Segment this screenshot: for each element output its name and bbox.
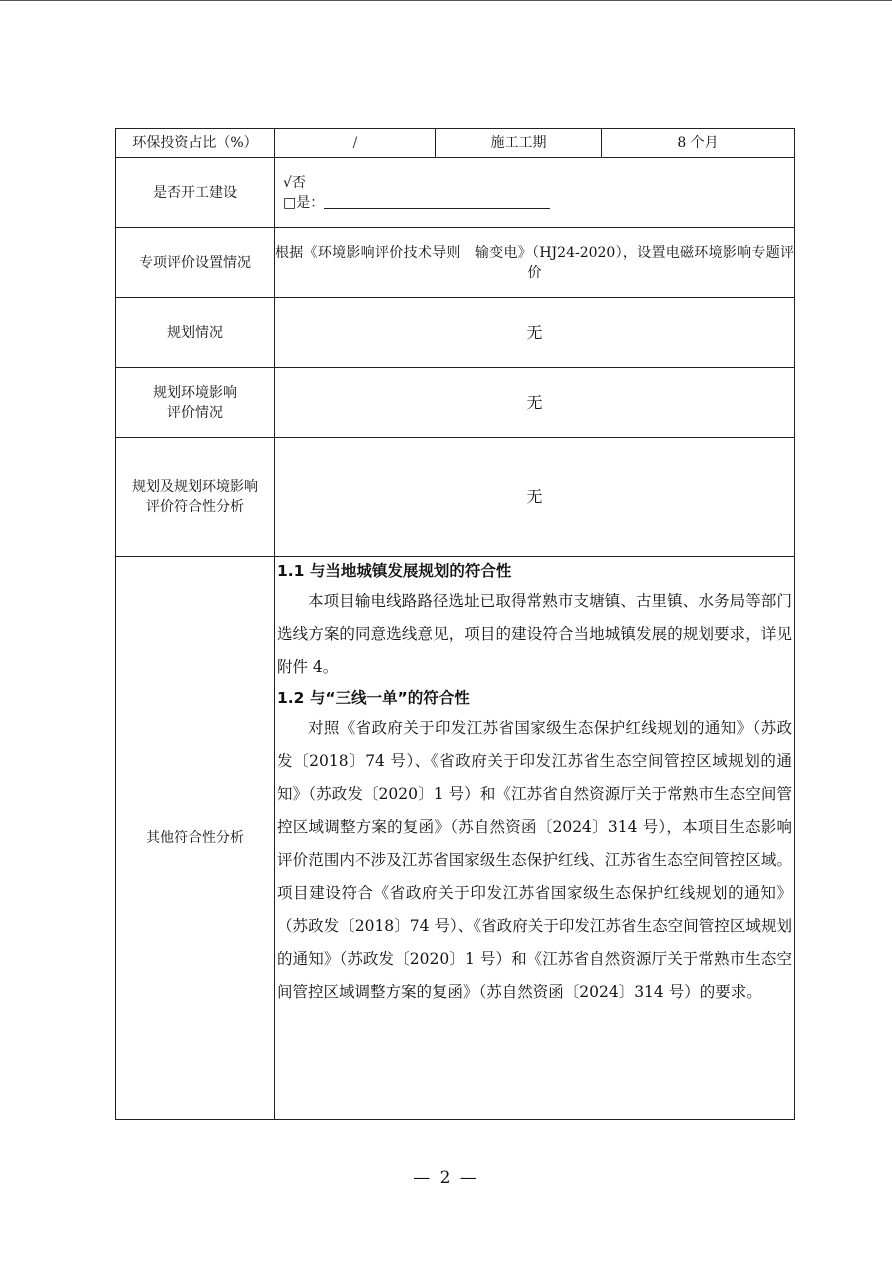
planning-conformity-value: 无 [275,438,795,557]
page-top-border [0,0,892,1]
special-evaluation-value: 根据《环境影响评价技术导则 输变电》（HJ24-2020），设置电磁环境影响专题评价 [275,228,795,298]
special-evaluation-label: 专项评价设置情况 [116,228,275,298]
row-construction-started [116,158,795,228]
yes-blank-underline [324,193,550,209]
section-1-1-text: 本项目输电线路路径选址已取得常熟市支塘镇、古里镇、水务局等部门选线方案的同意选线意见，项目的建设符合当地城镇发展的规划要求，详见附件 4。 [277,592,792,676]
row-planning-eia [116,368,795,438]
row-planning-conformity [116,438,795,557]
section-1-2-text: 对照《省政府关于印发江苏省国家级生态保护红线规划的通知》（苏政发〔2018〕74 号）、《省政府关于印发江苏省生态空间管控区域规划的通知》（苏政发〔2020〕1 号）和《江苏省自然资源厅关于常熟市生态空间管控区域调整方案的复函》（苏自然资函〔2024〕314 号），本项目生态影响评价范围内不涉及江苏省国家级生态保护红线、江苏省生态空间管控区域。项目建设符合《省政府关于印发江苏省国家级生态保护红线规划的通知》（苏政发〔2018〕74 号）、《省政府关于印发江苏省生态空间管控区域规划的通知》（苏政发〔2020〕1 号）和《江苏省自然资源厅关于常熟市生态空间管控区域调整方案的复函》（苏自然资函〔2024〕314 号）的要求。 [277,719,792,1001]
row-env-investment [116,129,795,158]
planning-eia-label-line2: 评价情况 [167,404,223,421]
section-1-2-title: 1.2 与“三线一单”的符合性 [277,689,470,707]
construction-started-options [275,158,795,228]
other-conformity-content [275,557,795,1120]
construction-period-value: 8 个月 [602,129,795,158]
planning-conformity-label-line1: 规划及规划环境影响 [132,479,258,495]
env-investment-value: / [275,129,436,158]
option-no: √否 [283,174,306,191]
section-1-1-title: 1.1 与当地城镇发展规划的符合性 [277,562,512,580]
planning-eia-value: 无 [275,368,795,438]
row-special-evaluation [116,228,795,298]
construction-started-label: 是否开工建设 [116,158,275,228]
planning-label: 规划情况 [116,298,275,368]
option-yes: □是： [283,194,325,211]
project-info-table [115,128,795,1120]
planning-conformity-label [116,438,275,557]
row-other-conformity [116,557,795,1120]
env-investment-label: 环保投资占比（%） [116,129,275,158]
planning-conformity-label-line2: 评价符合性分析 [146,499,244,515]
page-number: — 2 — [413,1168,479,1188]
row-planning [116,298,795,368]
construction-period-label: 施工工期 [436,129,602,158]
other-conformity-label: 其他符合性分析 [116,557,275,1120]
planning-value: 无 [275,298,795,368]
planning-eia-label [116,368,275,438]
option-yes-line [275,193,794,213]
planning-eia-label-line1: 规划环境影响 [153,384,237,401]
